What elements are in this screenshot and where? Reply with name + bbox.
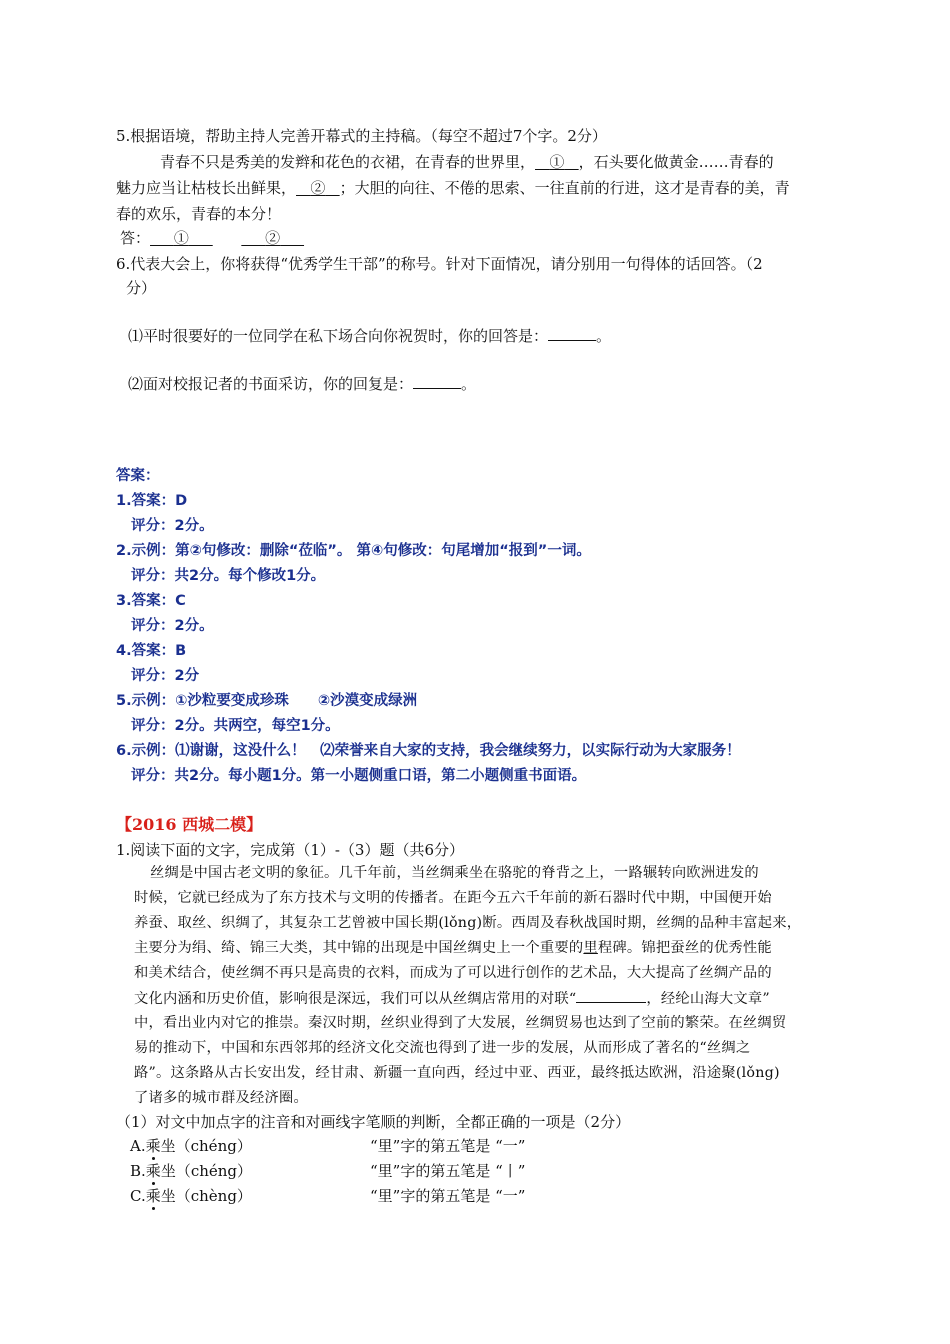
passage-line: 养蚕、取丝、织绸了，其复杂工艺曾被中国长期(lǒng)断。西周及春秋战国时期，丝绸的品种丰富起来， [134,915,802,931]
q5-line-1: 青春不只是秀美的发辫和花色的衣裙，在青春的世界里， ① ，石头要化做黄金……青春的 [160,153,774,171]
answer-line: 6.示例：⑴谢谢，这没什么！ ⑵荣誉来自大家的支持，我会继续努力，以实际行动为大家服务！ [116,743,741,759]
q6-blank-2 [413,374,461,389]
sub-question-1: （1）对文中加点字的注音和对画线字笔顺的判断，全都正确的一项是（2分） [116,1113,631,1131]
q5-answer-line: 答： ① ② [120,228,304,248]
q6-sub-1: ⑴平时很要好的一位同学在私下场合向你祝贺时，你的回答是： 。 [128,327,612,345]
passage-line: 易的推动下，中国和东西邻邦的经济文化交流也得到了进一步的发展，从而形成了著名的“丝绸之 [134,1040,751,1056]
passage-line: 文化内涵和历史价值，影响很是深远，我们可以从丝绸店常用的对联“ ，经纶山海大文章” [134,988,770,1009]
answer-line: 评分：共2分。每小题1分。第一小题侧重口语，第二小题侧重书面语。 [131,768,587,784]
q6-title-cont: 分） [126,279,157,297]
q5-title: 5.根据语境，帮助主持人完善开幕式的主持稿。（每空不超过7个字。2分） [116,127,607,145]
answer-line: 评分：共2分。每个修改1分。 [131,568,326,584]
option-a: A.乘坐（chéng） [130,1137,252,1155]
answer-line: 4.答案：B [116,643,187,659]
section-q1-title: 1.阅读下面的文字，完成第（1）-（3）题（共6分） [116,841,465,859]
q5-blank-2: ② [310,179,326,197]
couplet-blank [576,988,646,1003]
answer-line: 3.答案：C [116,593,186,609]
passage-line: 主要分为绢、绮、锦三大类，其中锦的出现是中国丝绸史上一个重要的里程碑。锦把蚕丝的优秀性能 [134,940,772,956]
passage-line: 了诸多的城市群及经济圈。 [134,1090,308,1106]
answer-line: 1.答案：D [116,493,188,509]
option-b: B.乘坐（chéng） [130,1162,253,1180]
passage-line: 路”。这条路从古长安出发，经甘肃、新疆一直向西，经过中亚、西亚，最终抵达欧洲，沿途聚(lǒng) [134,1065,780,1081]
answers-header: 答案： [116,468,160,484]
passage-line: 丝绸是中国古老文明的象征。几千年前，当丝绸乘坐在骆驼的脊背之上，一路辗转向欧洲进发的 [150,865,759,881]
passage-line: 和美术结合，使丝绸不再只是高贵的衣料，而成为了可以进行创作的艺术品，大大提高了丝绸产品的 [134,965,772,981]
answer-line: 评分：2分。共两空，每空1分。 [131,718,340,734]
q5-answer-blank-2: ② [265,229,281,247]
section-heading: 【2016 西城二模】 [116,815,263,834]
answer-line: 评分：2分 [131,668,200,684]
answer-line: 评分：2分。 [131,518,214,534]
q6-title: 6.代表大会上，你将获得“优秀学生干部”的称号。针对下面情况，请分别用一句得体的话回答。（2 [116,255,763,273]
q6-blank-1 [548,326,596,341]
q5-blank-1: ① [549,153,565,171]
passage-line: 中，看出业内对它的推崇。秦汉时期，丝织业得到了大发展，丝绸贸易也达到了空前的繁荣。在丝绸贸 [134,1015,787,1031]
q5-line-3: 春的欢乐，青春的本分！ [116,205,282,223]
dotted-char: 乘 [145,1137,161,1155]
dotted-char: 乘 [145,1162,161,1180]
answer-line: 2.示例：第②句修改：删除“莅临”。 第④句修改：句尾增加“报到”一词。 [116,543,591,559]
answer-line: 5.示例：①沙粒要变成珍珠 ②沙漠变成绿洲 [116,693,418,709]
option-b-right: “里”字的第五笔是 “丨” [370,1162,526,1180]
q5-answer-blank-1: ① [173,229,189,247]
q6-sub-2: ⑵面对校报记者的书面采访，你的回复是： 。 [128,375,477,393]
option-c: C.乘坐（chèng） [130,1187,252,1205]
option-c-right: “里”字的第五笔是 “一” [370,1187,526,1205]
option-a-right: “里”字的第五笔是 “一” [370,1137,526,1155]
passage-line: 时候，它就已经成为了东方技术与文明的传播者。在距今五六千年前的新石器时代中期，中国便开始 [134,890,772,906]
dotted-char: 乘 [145,1187,161,1205]
q5-line-2: 魅力应当让枯枝长出鲜果， ② ；大胆的向往、不倦的思索、一往直前的行进，这才是青春的美，青 [116,179,790,197]
underlined-char: 里 [583,940,598,956]
answer-line: 评分：2分。 [131,618,214,634]
